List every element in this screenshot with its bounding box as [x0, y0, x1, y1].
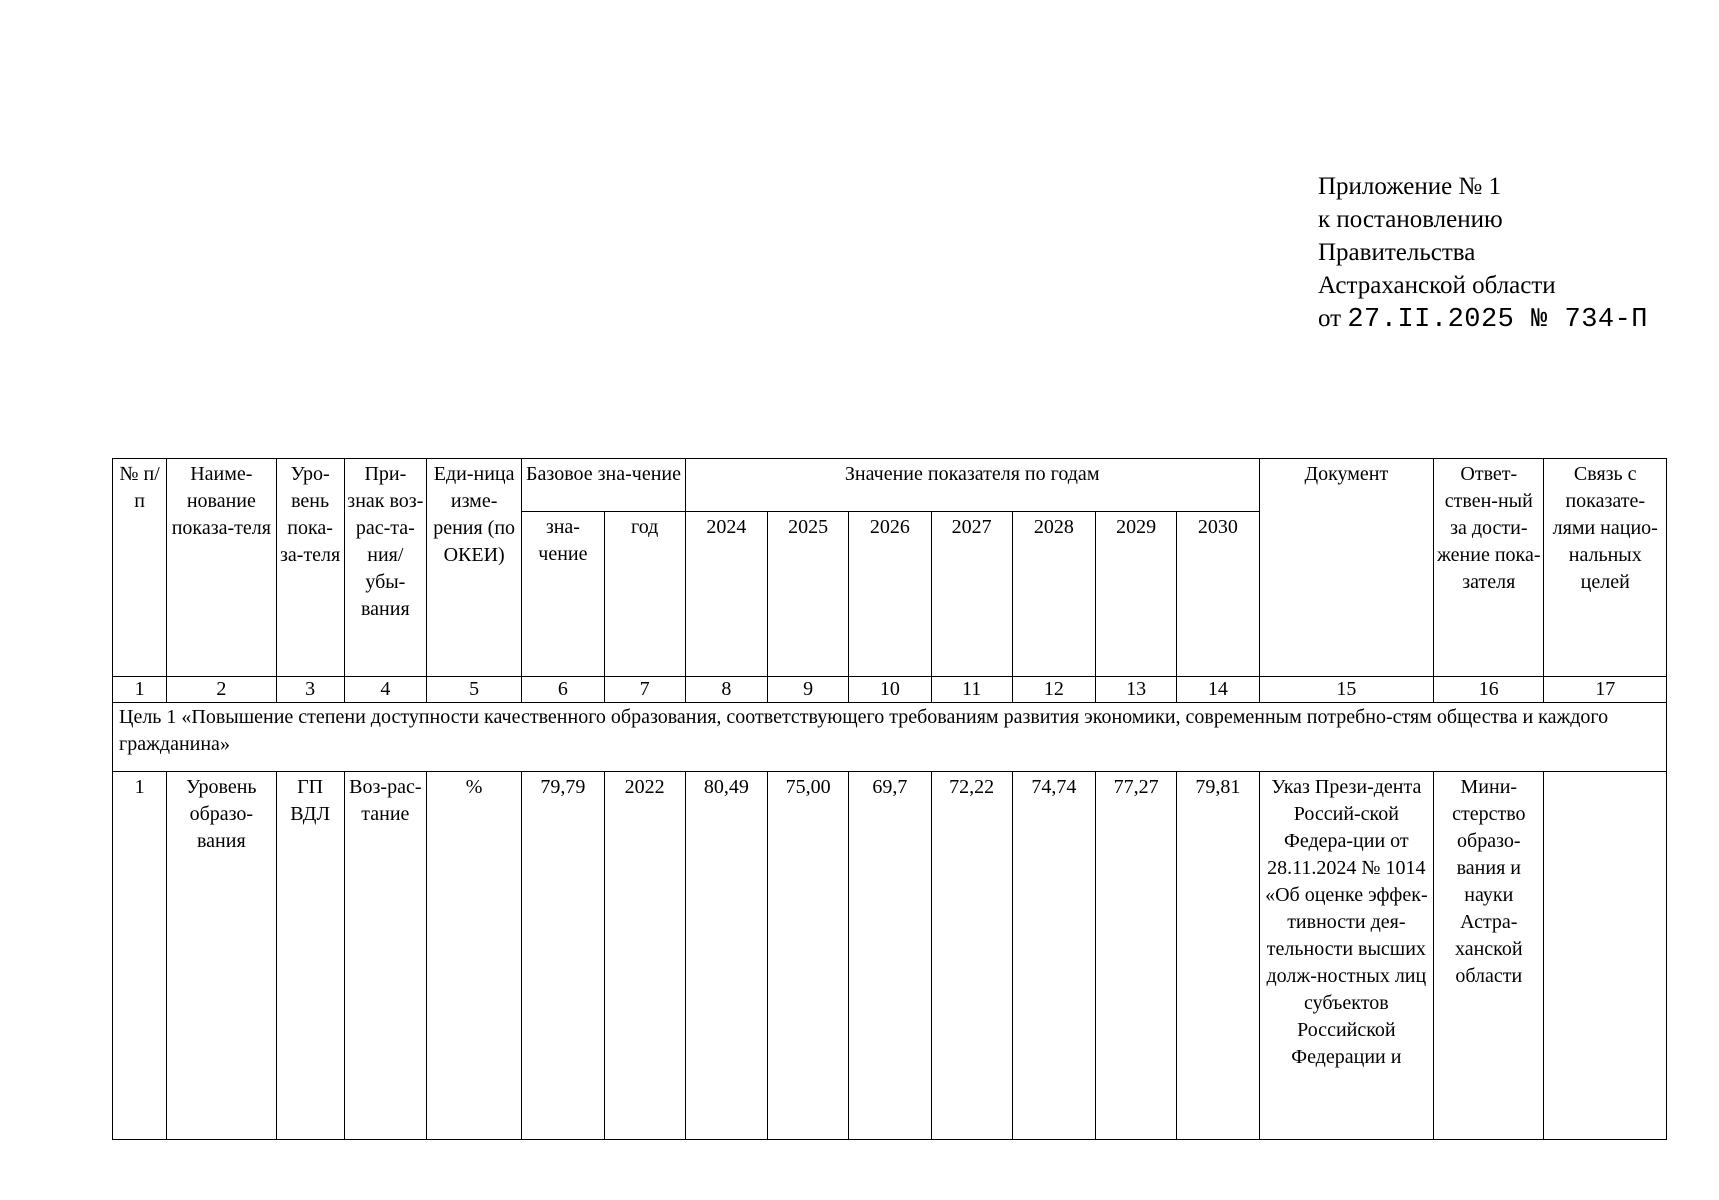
annex-date-line	[1318, 302, 1648, 337]
header-responsible: Ответ-ствен-ный за дости-жение пока-зателя	[1434, 459, 1544, 677]
table-row	[113, 772, 1667, 1140]
row-value-2030: 79,81	[1177, 772, 1259, 1140]
row-responsible: Мини-стерство образо-вания и науки Астра-ханской области	[1434, 772, 1544, 1140]
header-row-1	[113, 459, 1667, 512]
column-number: 9	[768, 677, 849, 703]
column-number: 8	[685, 677, 767, 703]
annex-date-prefix: от	[1318, 305, 1342, 332]
annex-date-number: 27.II.2025 № 734-П	[1347, 305, 1649, 335]
header-year-2026: 2026	[849, 512, 931, 677]
column-number: 10	[849, 677, 931, 703]
row-value-2029: 77,27	[1096, 772, 1177, 1140]
header-base-group: Базовое зна-чение	[522, 459, 686, 512]
column-number: 15	[1259, 677, 1434, 703]
column-number: 7	[604, 677, 685, 703]
column-number: 13	[1096, 677, 1177, 703]
row-number: 1	[113, 772, 167, 1140]
header-years-group: Значение показателя по годам	[685, 459, 1259, 512]
column-number: 6	[522, 677, 604, 703]
column-number: 1	[113, 677, 167, 703]
header-col-sign: При-знак воз-рас-та-ния/ убы-вания	[344, 459, 426, 677]
header-year-2029: 2029	[1096, 512, 1177, 677]
column-number: 2	[167, 677, 276, 703]
goal-row	[113, 703, 1667, 772]
column-number: 3	[276, 677, 344, 703]
annex-title: Приложение № 1	[1318, 173, 1502, 200]
row-value-2025: 75,00	[768, 772, 849, 1140]
header-link: Связь с показате-лями нацио-нальных целей	[1544, 459, 1667, 677]
row-sign: Воз-рас-тание	[344, 772, 426, 1140]
annex-region: Астраханской области	[1318, 272, 1556, 299]
annex-header	[1318, 170, 1648, 337]
column-number: 17	[1544, 677, 1667, 703]
column-number: 4	[344, 677, 426, 703]
header-base-value: зна-чение	[522, 512, 604, 677]
header-col-unit: Еди-ница изме-рения (по ОКЕИ)	[426, 459, 521, 677]
header-year-2030: 2030	[1177, 512, 1259, 677]
row-base-value: 79,79	[522, 772, 604, 1140]
column-number: 14	[1177, 677, 1259, 703]
row-value-2026: 69,7	[849, 772, 931, 1140]
row-base-year: 2022	[604, 772, 685, 1140]
column-number: 12	[1012, 677, 1095, 703]
row-value-2028: 74,74	[1012, 772, 1095, 1140]
header-base-year: год	[604, 512, 685, 677]
annex-government: Правительства	[1318, 239, 1476, 266]
annex-subtitle: к постановлению	[1318, 206, 1503, 233]
header-year-2025: 2025	[768, 512, 849, 677]
row-level: ГП ВДЛ	[276, 772, 344, 1140]
header-year-2028: 2028	[1012, 512, 1095, 677]
header-col-number: № п/п	[113, 459, 167, 677]
header-col-name: Наиме-нование показа-теля	[167, 459, 276, 677]
row-indicator-name: Уровень образо-вания	[167, 772, 276, 1140]
header-document: Документ	[1259, 459, 1434, 677]
column-number: 11	[931, 677, 1012, 703]
row-value-2024: 80,49	[685, 772, 767, 1140]
header-year-2027: 2027	[931, 512, 1012, 677]
header-year-2024: 2024	[685, 512, 767, 677]
row-unit: %	[426, 772, 521, 1140]
column-number: 5	[426, 677, 521, 703]
indicators-table	[112, 458, 1667, 1140]
goal-text: Цель 1 «Повышение степени доступности качественного образования, соответствующего требованиям развития экономики, современным потребно-стям общества и каждого гражданина»	[113, 703, 1667, 772]
column-number-row	[113, 677, 1667, 703]
row-link	[1544, 772, 1667, 1140]
row-value-2027: 72,22	[931, 772, 1012, 1140]
column-number: 16	[1434, 677, 1544, 703]
row-document: Указ Прези-дента Россий-ской Федера-ции от 28.11.2024 № 1014 «Об оценке эффек-тивности дея-тельности высших долж-ностных лиц субъектов Российской Федерации и	[1259, 772, 1434, 1140]
header-col-level: Уро-вень пока-за-теля	[276, 459, 344, 677]
